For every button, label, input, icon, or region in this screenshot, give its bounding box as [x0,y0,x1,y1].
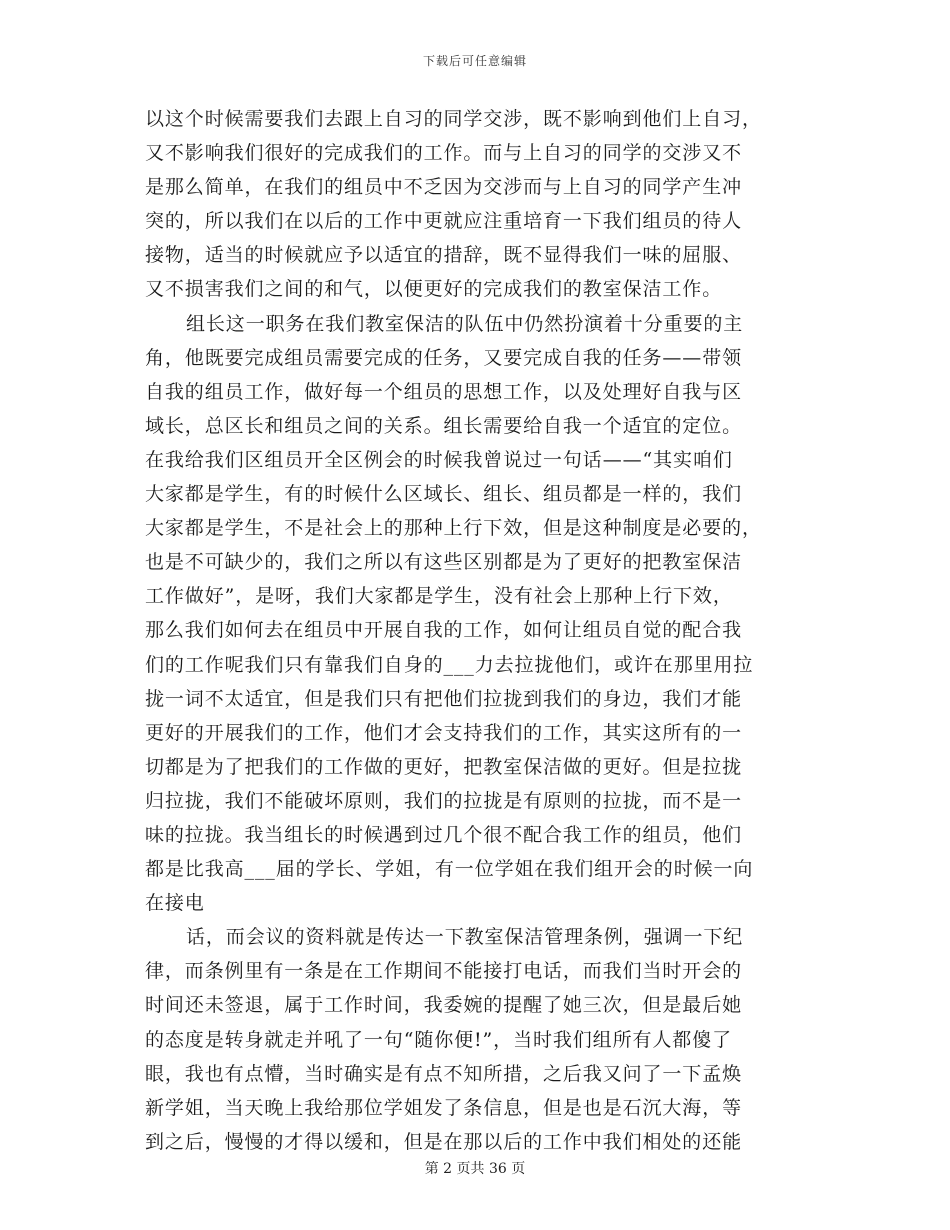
text-line: 们的工作呢我们只有靠我们自身的___力去拉拢他们，或许在那里用拉 [145,653,754,676]
text-line: 归拉拢，我们不能破坏原则，我们的拉拢是有原则的拉拢，而不是一 [145,789,743,812]
text-line: 时间还未签退，属于工作时间，我委婉的提醒了她三次，但是最后她 [145,994,743,1017]
text-line: 工作做好”，是呀，我们大家都是学生，没有社会上那种上行下效， [145,585,733,608]
text-line: 域长，总区长和组员之间的关系。组长需要给自我一个适宜的定位。 [145,414,743,437]
text-line: 更好的开展我们的工作，他们才会支持我们的工作，其实这所有的一 [145,721,743,744]
text-line: 律，而条例里有一条是在工作期间不能接打电话，而我们当时开会的 [145,960,743,983]
page-header: 下载后可任意编辑 [422,54,527,68]
document-body [145,102,795,1159]
text-line: 大家都是学生，有的时候什么区域长、组长、组员都是一样的，我们 [145,483,743,506]
text-line: 都是比我高___届的学长、学姐，有一位学姐在我们组开会的时候一向 [145,858,754,881]
text-line: 在接电 [145,892,205,915]
text-line: 新学姐，当天晚上我给那位学姐发了条信息，但是也是石沉大海，等 [145,1096,743,1119]
text-line: 那么我们如何去在组员中开展自我的工作，如何让组员自觉的配合我 [145,619,743,642]
text-line: 大家都是学生，不是社会上的那种上行下效，但是这种制度是必要的， [145,517,762,540]
text-line: 也是不可缺少的，我们之所以有这些区别都是为了更好的把教室保洁 [145,551,743,574]
text-line: 在我给我们区组员开全区例会的时候我曾说过一句话——“其实咱们 [145,448,733,471]
text-line: 自我的组员工作，做好每一个组员的思想工作，以及处理好自我与区 [145,380,743,403]
text-line: 又不影响我们很好的完成我们的工作。而与上自习的同学的交涉又不 [145,142,743,165]
text-line: 角，他既要完成组员需要完成的任务，又要完成自我的任务——带领 [145,346,743,369]
text-line: 拢一词不太适宜，但是我们只有把他们拉拢到我们的身边，我们才能 [145,687,743,710]
page-footer: 第 2 页共 36 页 [424,1161,526,1177]
text-line: 是那么简单，在我们的组员中不乏因为交涉而与上自习的同学产生冲 [145,176,743,199]
text-line: 切都是为了把我们的工作做的更好，把教室保洁做的更好。但是拉拢 [145,755,743,778]
text-line: 突的，所以我们在以后的工作中更就应注重培育一下我们组员的待人 [145,210,743,233]
text-line: 的态度是转身就走并吼了一句“随你便!”，当时我们组所有人都傻了 [145,1028,732,1051]
text-line: 味的拉拢。我当组长的时候遇到过几个很不配合我工作的组员，他们 [145,823,743,846]
text-line: 眼，我也有点懵，当时确实是有点不知所措，之后我又问了一下孟焕 [145,1062,743,1085]
text-line: 接物，适当的时候就应予以适宜的措辞，既不显得我们一味的屈服、 [145,244,743,267]
text-line: 以这个时候需要我们去跟上自习的同学交涉，既不影响到他们上自习， [145,108,762,130]
text-line: 到之后，慢慢的才得以缓和，但是在那以后的工作中我们相处的还能 [145,1130,743,1153]
text-line: 组长这一职务在我们教室保洁的队伍中仍然扮演着十分重要的主 [186,312,744,335]
text-line: 又不损害我们之间的和气，以便更好的完成我们的教室保洁工作。 [145,278,723,301]
text-line: 话，而会议的资料就是传达一下教室保洁管理条例，强调一下纪 [186,926,744,949]
